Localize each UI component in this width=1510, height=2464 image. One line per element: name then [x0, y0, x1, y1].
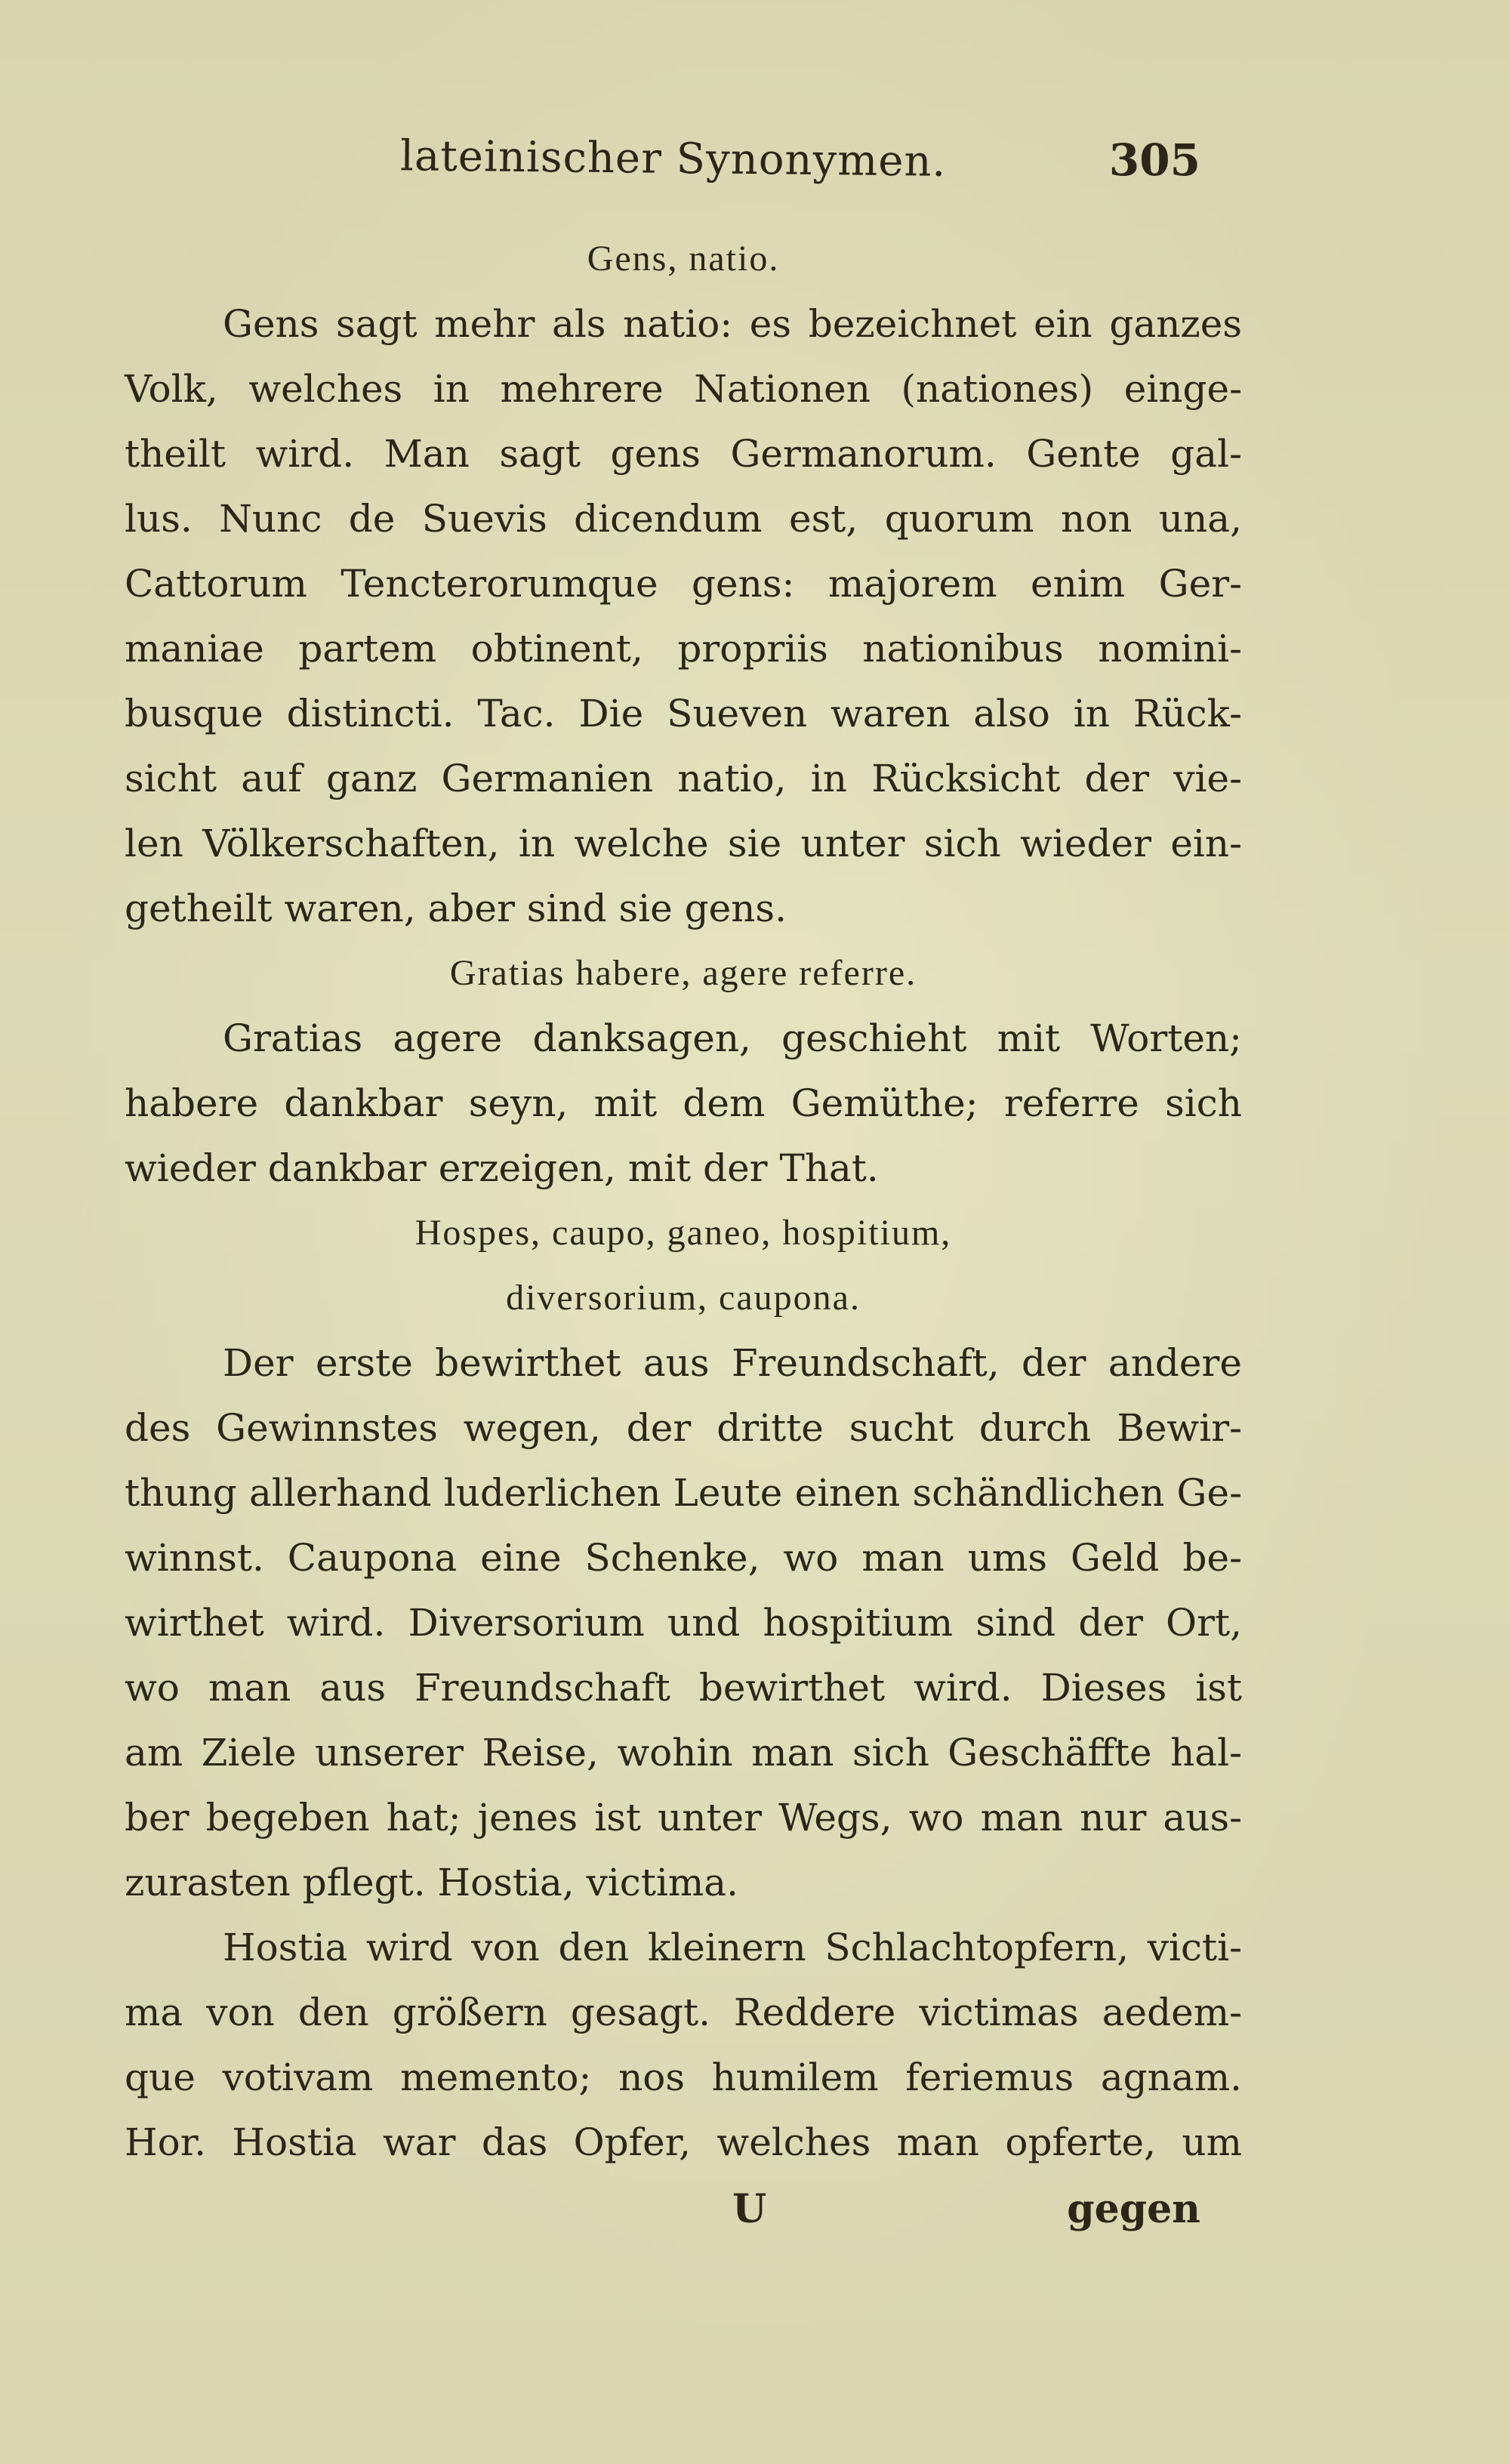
text-line: getheilt waren, aber sind sie gens. [125, 887, 787, 930]
text-line: lus. Nunc de Suevis dicendum est, quorum non una, [125, 497, 1242, 541]
text-line: busque distincti. Tac. Die Sueven waren also in Rück- [125, 692, 1242, 735]
text-line: theilt wird. Man sagt gens Germanorum. Gente gal- [125, 432, 1242, 476]
text-line: Hor. Hostia war das Opfer, welches man opferte, um [125, 2120, 1242, 2164]
section-heading: Hospes, caupo, ganeo, hospitium, [414, 1213, 952, 1253]
running-head: lateinischer Synonymen. [399, 131, 947, 187]
text-line: sicht auf ganz Germanien natio, in Rücksicht der vie- [125, 757, 1242, 800]
text-line: Volk, welches in mehrere Nationen (nationes) einge- [125, 367, 1242, 411]
section-heading: Gratias habere, agere referre. [449, 953, 917, 993]
text-line: ber begeben hat; jenes ist unter Wegs, wo man nur aus- [125, 1796, 1242, 1840]
text-line: Hostia wird von den kleinern Schlachtopfern, victi- [223, 1926, 1242, 1969]
section-heading: diversorium, caupona. [506, 1278, 861, 1318]
text-line: Gratias agere danksagen, geschieht mit Worten; [223, 1016, 1242, 1060]
text-line: maniae partem obtinent, propriis nationibus nomini- [125, 627, 1242, 671]
text-line: que votivam memento; nos humilem feriemus agnam. [125, 2055, 1242, 2099]
text-line: habere dankbar seyn, mit dem Gemüthe; referre sich [125, 1081, 1242, 1125]
text-line: Der erste bewirthet aus Freundschaft, der andere [223, 1341, 1242, 1385]
text-line: ma von den größern gesagt. Reddere victimas aedem- [125, 1991, 1242, 2034]
page-header [399, 131, 1200, 202]
body-text [125, 227, 1242, 2175]
text-line: Gens sagt mehr als natio: es bezeichnet ein ganzes [223, 302, 1242, 346]
text-line: len Völkerschaften, in welche sie unter sich wieder ein- [125, 822, 1242, 865]
text-line: am Ziele unserer Reise, wohin man sich Geschäffte hal- [125, 1731, 1242, 1775]
page-footer [710, 2186, 1200, 2247]
text-line: winnst. Caupona eine Schenke, wo man ums Geld be- [125, 1536, 1242, 1580]
page-number: 305 [1108, 134, 1200, 186]
text-line: thung allerhand luderlichen Leute einen schändlichen Ge- [125, 1471, 1242, 1515]
section-heading: Gens, natio. [587, 239, 780, 279]
text-line: wo man aus Freundschaft bewirthet wird. Dieses ist [125, 1666, 1242, 1710]
text-line: wirthet wird. Diversorium und hospitium sind der Ort, [125, 1601, 1242, 1645]
text-line: wieder dankbar erzeigen, mit der That. [125, 1146, 879, 1190]
signature-mark: U [732, 2186, 767, 2232]
catchword: gegen [1067, 2186, 1200, 2232]
text-line: Cattorum Tencterorumque gens: majorem enim Ger- [125, 562, 1242, 606]
text-line: zurasten pflegt. Hostia, victima. [125, 1861, 739, 1904]
text-line: des Gewinnstes wegen, der dritte sucht durch Bewir- [125, 1406, 1242, 1450]
